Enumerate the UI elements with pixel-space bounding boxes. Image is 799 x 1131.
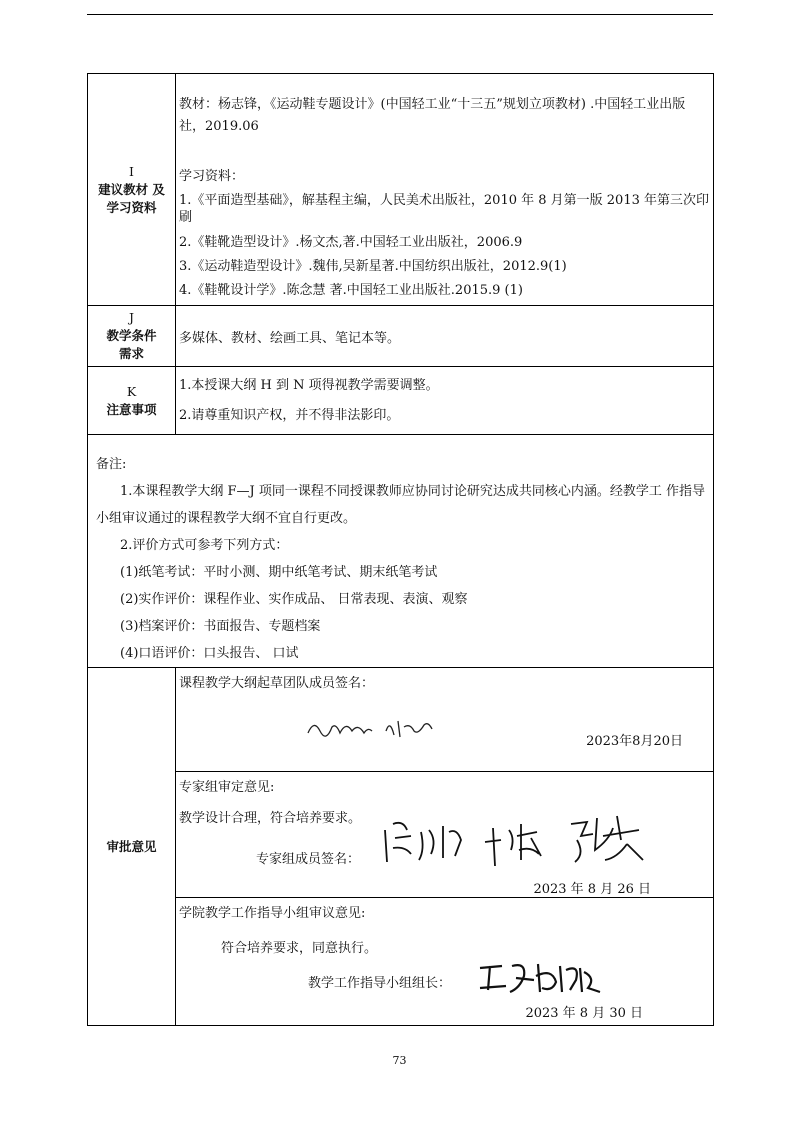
- row-approval-experts: [88, 772, 714, 898]
- label-line: 建议教材 及: [98, 181, 165, 197]
- row-code: K: [126, 383, 137, 399]
- experts-signature: [381, 810, 651, 870]
- row-remarks: [88, 435, 714, 668]
- remarks-paragraph: 1.本课程教学大纲 F—J 项同一课程不同授课教师应协同讨论研究达成共同核心内涵。经教学工 作指导小组审议通过的课程教学大纲不宜自行更改。: [96, 484, 706, 526]
- experts-heading: 专家组审定意见:: [179, 780, 275, 795]
- conditions-text: 多媒体、教材、绘画工具、笔记本等。: [179, 330, 401, 346]
- row-notes: [88, 367, 714, 435]
- college-opinion: 符合培养要求，同意执行。: [221, 941, 378, 956]
- label-line: 审批意见: [106, 838, 157, 854]
- remarks-heading: 备注:: [96, 457, 127, 472]
- row-code: J: [128, 310, 134, 325]
- material-item: 3.《运动鞋造型设计》.魏伟,吴新星著.中国纺织出版社，2012.9(1): [179, 259, 567, 274]
- college-cell: [176, 898, 714, 1026]
- drafting-signature: [306, 713, 446, 743]
- college-heading: 学院教学工作指导小组审议意见:: [179, 906, 366, 921]
- college-date: 2023 年 8 月 30 日: [525, 1006, 643, 1021]
- college-signature: [476, 958, 606, 998]
- evaluation-item: (2)实作评价：课程作业、实作成品、 日常表现、表演、观察: [120, 592, 468, 607]
- syllabus-table: [87, 73, 714, 1026]
- label-approval: [88, 668, 176, 1026]
- row-approval-drafting: [88, 668, 714, 772]
- row-textbooks: [88, 74, 714, 306]
- evaluation-item: (4)口语评价：口头报告、 口试: [120, 646, 299, 661]
- label-conditions: [88, 306, 176, 367]
- material-item: 4.《鞋靴设计学》.陈念慧 著.中国轻工业出版社.2015.9 (1): [179, 283, 523, 298]
- material-item: 2.《鞋靴造型设计》.杨文杰,著.中国轻工业出版社，2006.9: [179, 235, 523, 250]
- label-line: 教学条件: [106, 328, 157, 343]
- label-line: 需求: [118, 346, 144, 361]
- row-conditions: [88, 306, 714, 367]
- row-code: I: [129, 163, 134, 179]
- evaluation-item: (3)档案评价：书面报告、专题档案: [120, 619, 321, 634]
- experts-sign-label: 专家组成员签名：: [256, 852, 361, 867]
- conditions-content: [176, 306, 714, 367]
- label-line: 注意事项: [106, 401, 157, 417]
- material-item: 1.《平面造型基础》，解基程主编，人民美术出版社，2010 年 8 月第一版 2013 年第三次印刷: [179, 193, 710, 225]
- header-rule: [87, 14, 713, 15]
- college-sign-label: 教学工作指导小组组长：: [308, 976, 452, 991]
- row-approval-college: [88, 898, 714, 1026]
- page-number: 73: [392, 1054, 407, 1067]
- label-notes: [88, 367, 176, 435]
- experts-cell: [176, 772, 714, 898]
- remarks-content: [88, 435, 714, 668]
- remarks-paragraph: 2.评价方式可参考下列方式：: [120, 538, 289, 553]
- evaluation-item: (1)纸笔考试：平时小测、期中纸笔考试、期末纸笔考试: [120, 565, 438, 580]
- materials-heading: 学习资料：: [179, 169, 245, 184]
- experts-opinion: 教学设计合理，符合培养要求。: [179, 811, 362, 826]
- drafting-cell: [176, 668, 714, 772]
- notes-content: [176, 367, 714, 435]
- label-line: 学习资料: [106, 199, 157, 215]
- note-item: 2.请尊重知识产权，并不得非法影印。: [179, 407, 400, 423]
- drafting-heading: 课程教学大纲起草团队成员签名：: [179, 676, 375, 691]
- experts-date: 2023 年 8 月 26 日: [533, 882, 651, 897]
- note-item: 1.本授课大纲 H 到 N 项得视教学需要调整。: [179, 377, 439, 393]
- label-textbooks: [88, 74, 176, 306]
- textbook-entry: 教材：杨志锋，《运动鞋专题设计》(中国轻工业“十三五”规划立项教材) .中国轻工业出版社，2019.06: [179, 97, 686, 134]
- textbooks-content: [176, 74, 714, 306]
- drafting-date: 2023年8月20日: [586, 734, 683, 749]
